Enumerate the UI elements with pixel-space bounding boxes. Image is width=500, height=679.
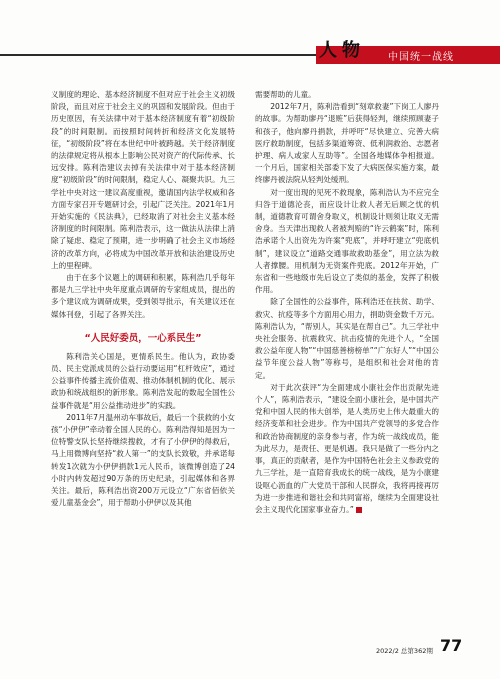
left-column [51, 89, 235, 510]
end-mark-icon [356, 507, 362, 513]
issue-label: 2022/2 总第362期 [376, 647, 433, 655]
paragraph: 需要帮助的儿童。 [255, 90, 316, 99]
right-column [255, 89, 439, 516]
paragraph: 由于在多个议题上的调研和积累，陈利浩几乎每年都是九三学社中央年度重点调研的专家组成员，提出的多个建议成为调研成果，受到领导批示，有关建议还在媒体刊登，引起了各界关注。 [51, 273, 235, 319]
paragraph: 陈利浩关心国是，更情系民生。他认为，政协委员、民主党派成员的公益行动要运用“杠杆效应”，通过公益事件传播主流价值观、推动体制机制的优化、展示政协和统战组织的新形象。陈利浩发起的数起全国性公益事件就是“用公益推动进步”的实践。 [51, 351, 235, 410]
page-header [0, 0, 500, 70]
paragraph: 2012年7月，陈利浩看到“刻章救妻”下岗工人廖丹的故事。为帮助廖丹“退赃”后获得轻判，继续照顾妻子和孩子，他向廖丹捐款，并呼吁“尽快建立、完善大病医疗救助制度，包括多渠道筹资、低利润救治、志愿者护理、病人或家人互助等”。全国各地媒体争相报道。一个月后，国家相关部委下发了大病医保实施方案，最终廖丹被法院从轻判处缓刑。 [255, 102, 439, 185]
paragraph-last [255, 382, 439, 516]
paragraph: 义制度的理论、基本经济制度不但对应于社会主义初级阶段，而且对应于社会主义的巩固和发展阶段。但由于历史原因，有关法律中对于基本经济制度有着“初级阶段”的时间限制。而按照时间转折和经济文化发展特征，“初级阶段”将在本世纪中叶被跨越。关于经济制度的法律规定将从根本上影响公民对资产的代际传承、长远安排。陈利浩建议去掉有关法律中对于基本经济制度“初级阶段”的时间限制，稳定人心、凝聚共识。九三学社中央对这一建议高度重视，邀请国内法学权威和各方面专家召开专题研讨会，引起广泛关注。2021年1月开始实施的《民法典》，已经取消了对社会主义基本经济制度的时间限制。陈利浩表示，这一做法从法律上消除了疑虑、稳定了预期，进一步明确了社会主义市场经济的改革方向，必将成为中国改革开放和法治建设历史上的里程碑。 [51, 90, 235, 270]
page-footer [376, 636, 462, 654]
subheading: “人民好委员，一心系民生” [84, 332, 202, 344]
section-subtitle: 中国统一战线 [388, 52, 454, 63]
page-number: 77 [439, 636, 463, 655]
paragraph: 除了全国性的公益事件，陈利浩还在扶贫、助学、救灾、抗疫等多个方面用心用力，捐助资金数千万元。陈利浩认为，“帮别人，其实是在帮自己”。九三学社中央社会服务、抗震救灾、抗击疫情的先进个人，“全国救公益年度人物”“中国慈善榜榜单”“广东好人”“中国公益节年度公益人物”等称号，是组织和社会对他的肯定。 [255, 297, 439, 380]
paragraph-text: 对于此次获评“为全面建成小康社会作出贡献先进个人”，陈利浩表示，“建设全面小康社会，是中国共产党和中国人民的伟大创举，是人类历史上伟大最重大的经济变革和社会进步。作为中国共产党领导的多党合作和政治协商制度的亲身参与者，作为统一战线成员，能为此尽力，是责任、更是机遇。我只是做了一些分内之事，真正的贡献者，是作为中国特色社会主义参政党的九三学社，是一直陪育我成长的统一战线，是为小康建设呕心沥血的广大党员干部和人民群众，我将再接再厉为进一步推进和谐社会和共同富裕，继续为全面建设社会主义现代化国家事业奋力。” [255, 382, 439, 514]
header-rule [0, 54, 318, 56]
paragraph: 对一度出现的见死不救现象，陈利浩认为不应完全归咎于道德沦丧，而应设计让救人者无后顾之忧的机制，道德教育可谓舍身取义，机制设计则须让取义无需舍身。当天津出现救人者被判赔的“许云鹤案”时，陈利浩承诺个人出资先为许案“兜底”，并呼吁建立“兜底机制”，建议设立“道路交通事故救助基金”，用立法为救人者撑腰。用机制为无资案件兜底。2012年开始，广东省和一些地级市先后设立了类似的基金，发挥了积极作用。 [255, 187, 439, 295]
section-title: 人物 [319, 40, 365, 61]
paragraph: 2011年7月温州动车事故后，最后一个获救的小女孩“小伊伊”牵动着全国人民的心。陈利浩得知是因为一位特警支队长坚持继续搜救，才有了小伊伊的得救后，马上用微博向坚持“救人第一”的支队长致敬，并承诺每转发1次就为小伊伊捐款1元人民币，该微博创造了24小时内转发超过90万条的历史纪录，引起媒体和各界关注。最后，陈利浩出资200万元设立“广东省佰依关爱儿童基金会”，用于帮助小伊伊以及其他 [51, 412, 235, 508]
